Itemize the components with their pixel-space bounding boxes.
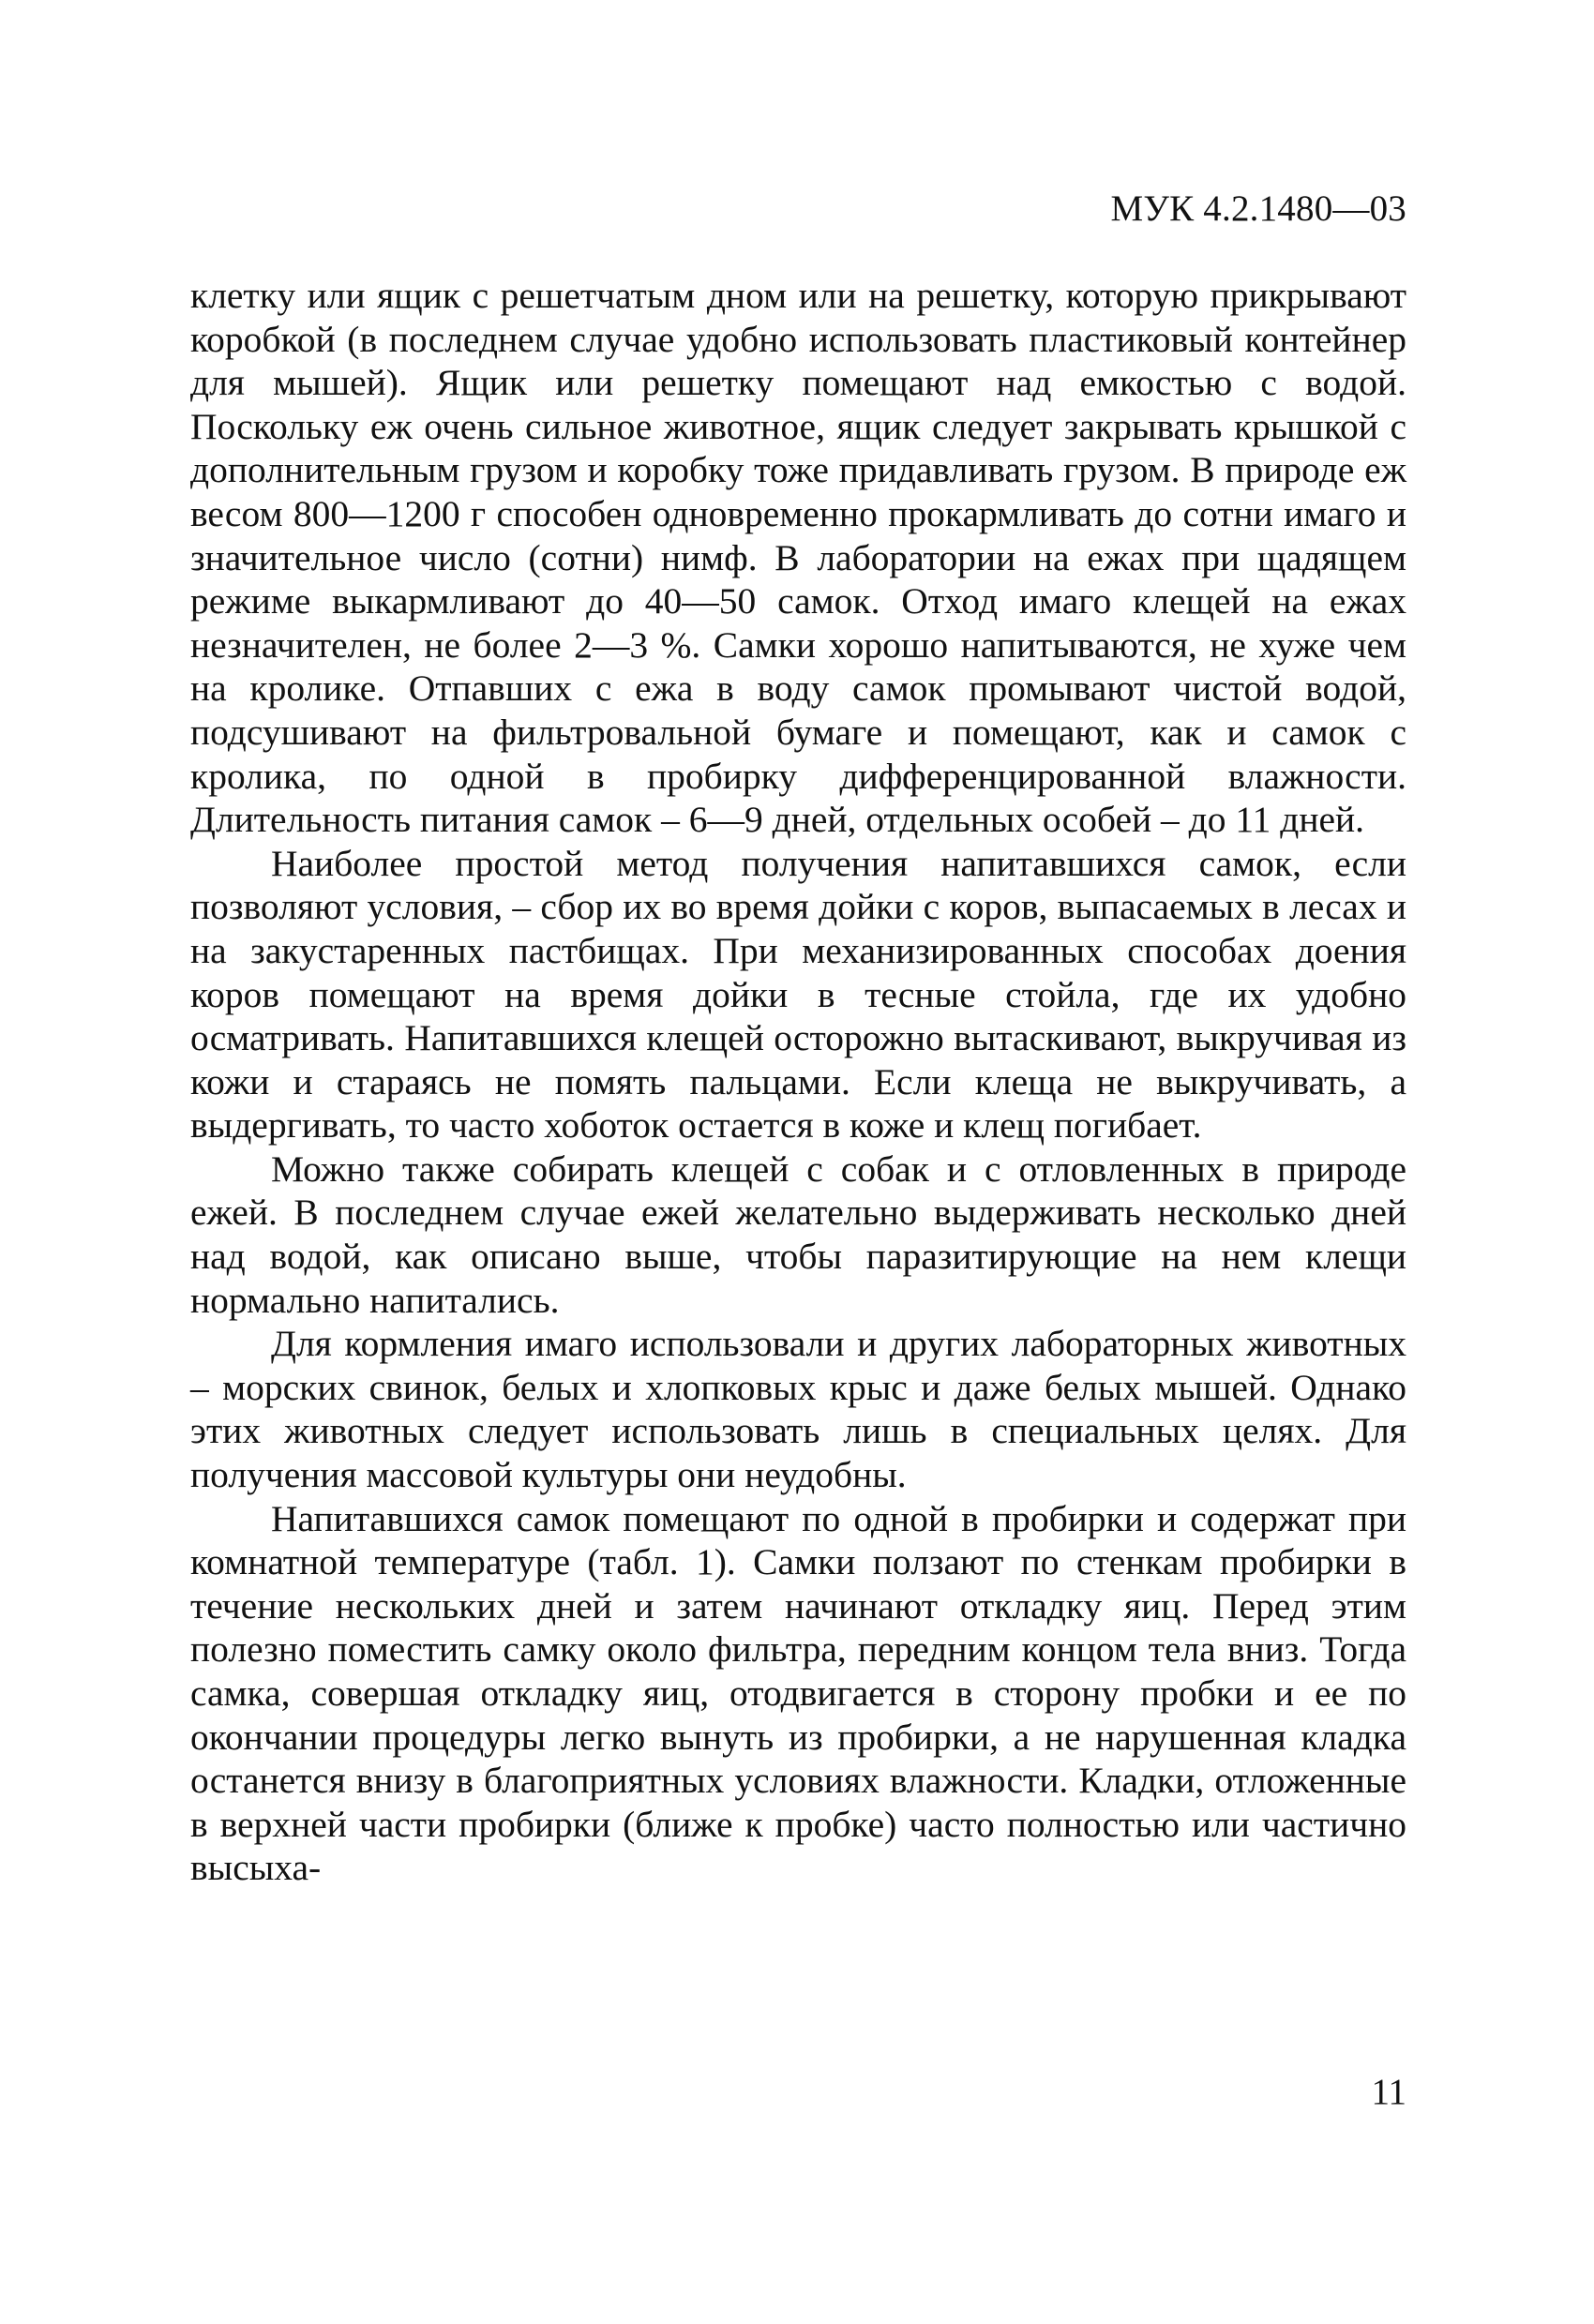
paragraph-continuation: клетку или ящик с решетчатым дном или на решетку, которую прикрывают коробкой (в последнем случае удобно использовать пластиковый контейнер для мышей). Ящик или решетку помещают над емкостью с водой. Поскольку еж очень сильное животное, ящик следует закрывать крышкой с дополнительным грузом и коробку тоже придавливать грузом. В природе еж весом 800—1200 г способен одновременно прокармливать до сотни имаго и значительное число (сотни) нимф. В лаборатории на ежах при щадящем режиме выкармливают до 40—50 самок. Отход имаго клещей на ежах незначителен, не более 2—3 %. Самки хорошо напитываются, не хуже чем на кролике. Отпавших с ежа в воду самок промывают чистой водой, подсушивают на фильтровальной бумаге и помещают, как и самок с кролика, по одной в пробирку дифференцированной влажности. Длительность питания самок – 6—9 дней, отдельных особей – до 11 дней. <box>190 275 1406 841</box>
page-number: 11 <box>1371 2072 1406 2112</box>
paragraph-other-animals: Для кормления имаго использовали и других лабораторных животных – морских свинок, белых и хлопковых крыс и даже белых мышей. Однако этих животных следует использовать лишь в специальных целях. Для получения массовой культуры они неудобны. <box>190 1323 1406 1496</box>
paragraph-egg-laying: Напитавшихся самок помещают по одной в пробирки и содержат при комнатной температуре (табл. 1). Самки ползают по стенкам пробирки в течение нескольких дней и затем начинают откладку яиц. Перед этим полезно поместить самку около фильтра, передним концом тела вниз. Тогда самка, совершая откладку яиц, отодвигается в сторону пробки и ее по окончании процедуры легко вынуть из пробирки, а не нарушенная кладка останется внизу в благоприятных условиях влажности. Кладки, отложенные в верхней части пробирки (ближе к пробке) часто полностью или частично высыха- <box>190 1497 1406 1889</box>
paragraph-dogs-hedgehogs: Можно также собирать клещей с собак и с отловленных в природе ежей. В последнем случае ежей желательно выдерживать несколько дней над водой, как описано выше, чтобы паразитирующие на нем клещи нормально напитались. <box>190 1147 1406 1321</box>
paragraph-cow-milking: Наиболее простой метод получения напитавшихся самок, если позволяют условия, – сбор их во время дойки с коров, выпасаемых в лесах и на закустаренных пастбищах. При механизированных способах доения коров помещают на время дойки в тесные стойла, где их удобно осматривать. Напитавшихся клещей осторожно вытаскивают, выкручивая из кожи и стараясь не помять пальцами. Если клеща не выкручивать, а выдергивать, то часто хоботок остается в коже и клещ погибает. <box>190 842 1406 1147</box>
document-code-header: МУК 4.2.1480—03 <box>1110 188 1406 229</box>
page-body <box>190 274 1406 1890</box>
